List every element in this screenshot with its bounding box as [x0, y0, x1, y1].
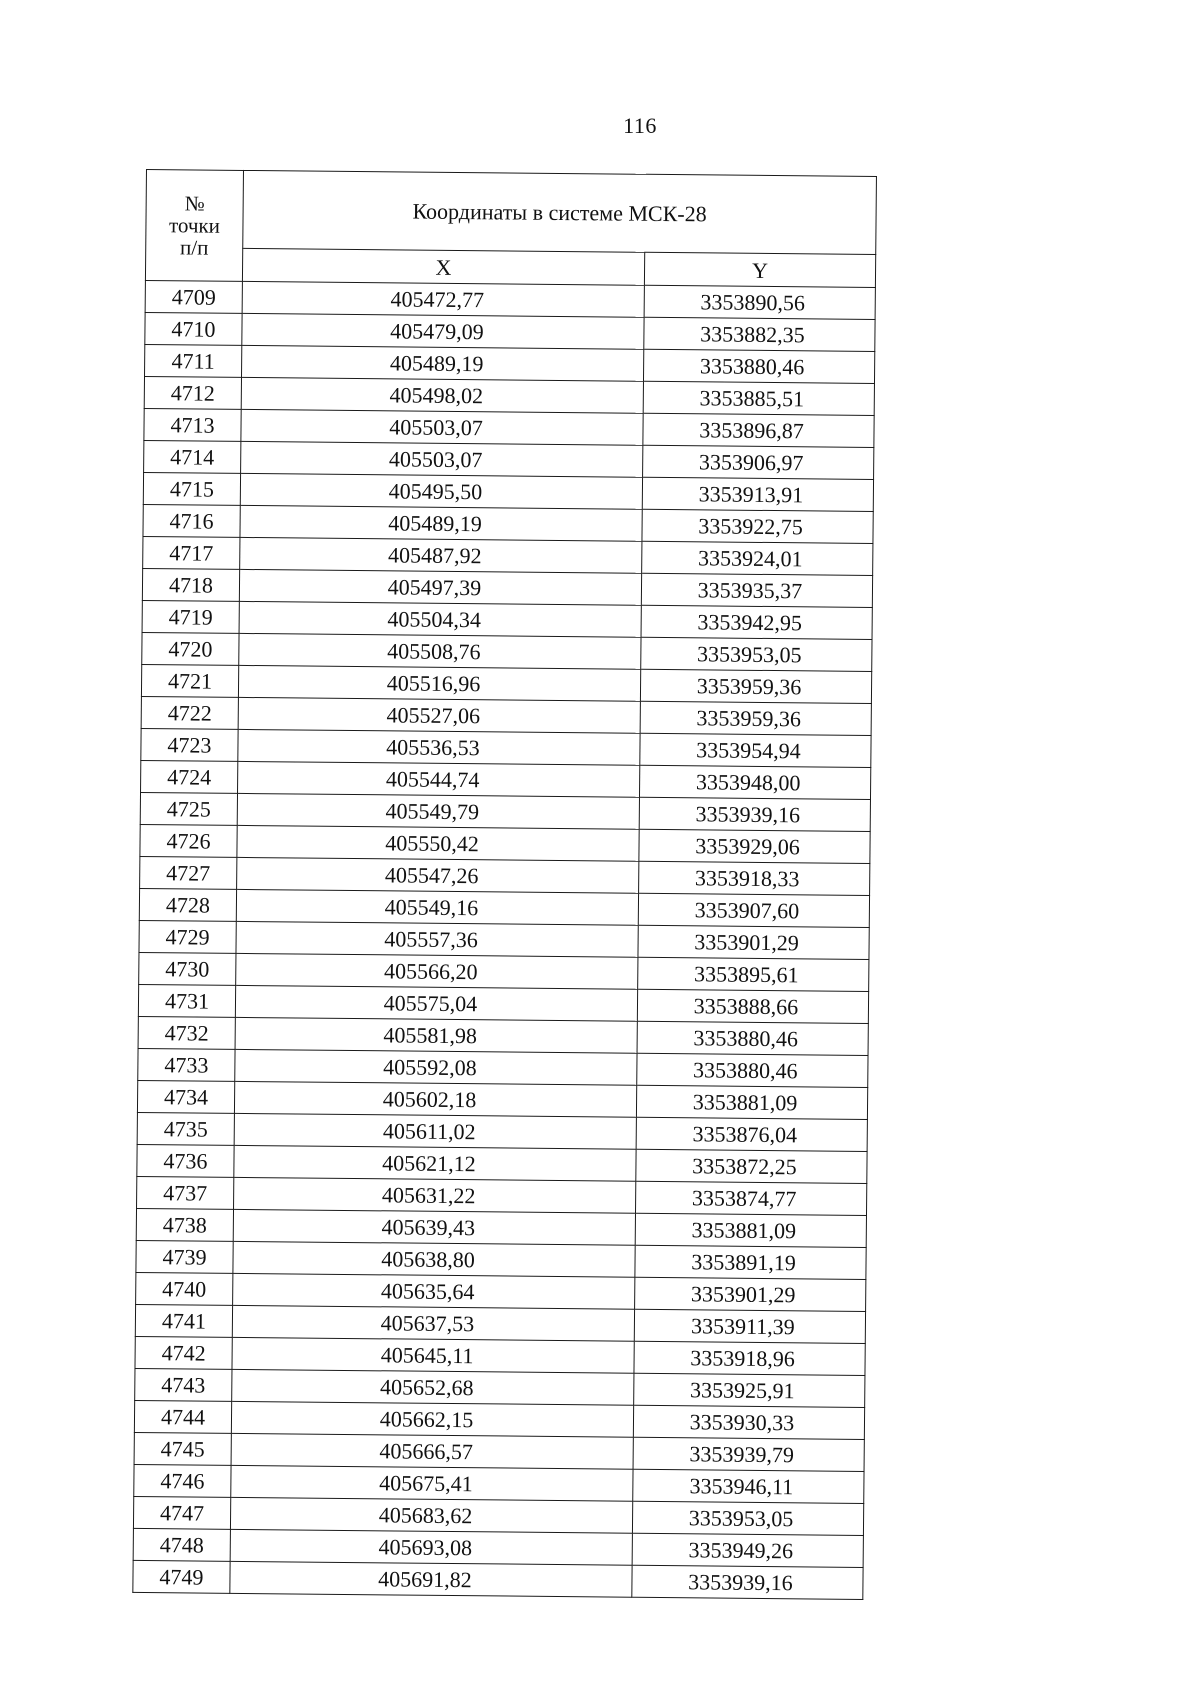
y-coordinate-cell: 3353872,25 — [636, 1149, 867, 1183]
x-coordinate-cell: 405662,15 — [231, 1401, 633, 1437]
y-coordinate-cell: 3353888,66 — [637, 989, 868, 1023]
y-coordinate-cell: 3353885,51 — [643, 381, 874, 415]
x-coordinate-cell: 405549,79 — [237, 793, 639, 829]
point-number-cell: 4718 — [142, 568, 239, 601]
x-coordinate-cell: 405527,06 — [238, 697, 640, 733]
y-coordinate-cell: 3353942,95 — [641, 605, 872, 639]
y-coordinate-cell: 3353880,46 — [637, 1021, 868, 1055]
coordinates-group-header: Координаты в системе МСК-28 — [243, 170, 877, 254]
point-number-cell: 4734 — [137, 1080, 234, 1113]
point-number-cell: 4721 — [141, 664, 238, 697]
point-number-cell: 4729 — [139, 920, 236, 953]
x-coordinate-cell: 405489,19 — [240, 505, 642, 541]
x-coordinate-cell: 405536,53 — [238, 729, 640, 765]
point-number-cell: 4739 — [136, 1240, 233, 1273]
point-number-cell: 4740 — [136, 1272, 233, 1305]
x-coordinate-cell: 405575,04 — [235, 985, 637, 1021]
y-coordinate-cell: 3353954,94 — [640, 733, 871, 767]
x-coordinate-cell: 405544,74 — [238, 761, 640, 797]
y-coordinate-cell: 3353929,06 — [639, 829, 870, 863]
x-coordinate-cell: 405693,08 — [230, 1529, 632, 1565]
y-coordinate-cell: 3353924,01 — [642, 541, 873, 575]
y-coordinate-cell: 3353881,09 — [636, 1085, 867, 1119]
y-coordinate-cell: 3353949,26 — [632, 1533, 863, 1567]
x-coordinate-cell: 405487,92 — [240, 537, 642, 573]
point-number-cell: 4712 — [144, 376, 241, 409]
y-coordinate-cell: 3353911,39 — [634, 1309, 865, 1343]
y-coordinate-cell: 3353918,96 — [634, 1341, 865, 1375]
point-number-cell: 4743 — [135, 1368, 232, 1401]
x-coordinate-cell: 405639,43 — [233, 1209, 635, 1245]
point-number-cell: 4733 — [138, 1048, 235, 1081]
x-coordinate-cell: 405550,42 — [237, 825, 639, 861]
y-coordinate-cell: 3353946,11 — [633, 1469, 864, 1503]
point-number-cell: 4727 — [140, 856, 237, 889]
point-number-cell: 4717 — [143, 536, 240, 569]
y-coordinate-cell: 3353925,91 — [634, 1373, 865, 1407]
point-number-cell: 4724 — [141, 760, 238, 793]
point-number-cell: 4715 — [143, 472, 240, 505]
x-coordinate-cell: 405566,20 — [236, 953, 638, 989]
point-number-cell: 4735 — [137, 1112, 234, 1145]
page-number: 116 — [623, 113, 657, 138]
point-number-header-line-1: № — [184, 191, 205, 216]
x-coordinate-cell: 405592,08 — [235, 1049, 637, 1085]
point-number-cell: 4720 — [142, 632, 239, 665]
point-number-cell: 4711 — [145, 344, 242, 377]
x-coordinate-cell: 405635,64 — [233, 1273, 635, 1309]
x-coordinate-cell: 405497,39 — [239, 569, 641, 605]
y-coordinate-cell: 3353880,46 — [643, 349, 874, 383]
y-coordinate-cell: 3353913,91 — [642, 477, 873, 511]
x-coordinate-cell: 405637,53 — [232, 1305, 634, 1341]
x-coordinate-cell: 405489,19 — [242, 345, 644, 381]
x-coordinate-cell: 405652,68 — [232, 1369, 634, 1405]
x-coordinate-cell: 405683,62 — [230, 1497, 632, 1533]
y-coordinate-cell: 3353896,87 — [643, 413, 874, 447]
x-coordinate-cell: 405631,22 — [234, 1177, 636, 1213]
y-coordinate-cell: 3353901,29 — [635, 1277, 866, 1311]
y-coordinate-cell: 3353953,05 — [632, 1501, 863, 1535]
x-coordinate-cell: 405645,11 — [232, 1337, 634, 1373]
x-coordinate-cell: 405547,26 — [237, 857, 639, 893]
y-coordinate-cell: 3353907,60 — [638, 893, 869, 927]
point-number-cell: 4725 — [140, 792, 237, 825]
x-coordinate-cell: 405549,16 — [236, 889, 638, 925]
x-coordinate-cell: 405675,41 — [231, 1465, 633, 1501]
point-number-cell: 4749 — [133, 1560, 230, 1593]
y-coordinate-cell: 3353939,79 — [633, 1437, 864, 1471]
point-number-header — [145, 170, 243, 282]
x-coordinate-cell: 405503,07 — [241, 409, 643, 445]
point-number-cell: 4710 — [145, 312, 242, 345]
x-coordinate-cell: 405472,77 — [242, 281, 644, 317]
point-number-cell: 4738 — [136, 1208, 233, 1241]
y-coordinate-cell: 3353953,05 — [641, 637, 872, 671]
point-number-header-line-2: точки — [168, 213, 220, 238]
coordinates-table-body — [133, 280, 876, 1599]
y-coordinate-cell: 3353876,04 — [636, 1117, 867, 1151]
point-number-cell: 4726 — [140, 824, 237, 857]
point-number-cell: 4709 — [145, 280, 242, 313]
y-coordinate-cell: 3353891,19 — [635, 1245, 866, 1279]
point-number-cell: 4714 — [144, 440, 241, 473]
point-number-cell: 4736 — [137, 1144, 234, 1177]
y-coordinate-cell: 3353935,37 — [641, 573, 872, 607]
x-coordinate-cell: 405508,76 — [239, 633, 641, 669]
point-number-cell: 4744 — [134, 1400, 231, 1433]
y-coordinate-cell: 3353890,56 — [644, 285, 875, 319]
point-number-cell: 4742 — [135, 1336, 232, 1369]
point-number-cell: 4713 — [144, 408, 241, 441]
y-coordinate-cell: 3353939,16 — [639, 797, 870, 831]
point-number-cell: 4737 — [137, 1176, 234, 1209]
point-number-cell: 4722 — [141, 696, 238, 729]
y-coordinate-cell: 3353895,61 — [638, 957, 869, 991]
point-number-cell: 4748 — [133, 1528, 230, 1561]
y-coordinate-cell: 3353948,00 — [639, 765, 870, 799]
y-coordinate-cell: 3353901,29 — [638, 925, 869, 959]
point-number-cell: 4747 — [133, 1496, 230, 1529]
x-coordinate-cell: 405611,02 — [234, 1113, 636, 1149]
y-coordinate-cell: 3353959,36 — [640, 669, 871, 703]
y-coordinate-cell: 3353880,46 — [637, 1053, 868, 1087]
x-coordinate-cell: 405602,18 — [234, 1081, 636, 1117]
point-number-cell: 4728 — [139, 888, 236, 921]
point-number-cell: 4732 — [138, 1016, 235, 1049]
x-coordinate-cell: 405479,09 — [242, 313, 644, 349]
x-coordinate-cell: 405691,82 — [230, 1561, 632, 1597]
x-coordinate-cell: 405503,07 — [241, 441, 643, 477]
y-coordinate-cell: 3353922,75 — [642, 509, 873, 543]
y-coordinate-cell: 3353882,35 — [644, 317, 875, 351]
x-coordinate-cell: 405498,02 — [241, 377, 643, 413]
x-coordinate-cell: 405638,80 — [233, 1241, 635, 1277]
point-number-cell: 4745 — [134, 1432, 231, 1465]
x-coordinate-cell: 405495,50 — [240, 473, 642, 509]
y-coordinate-cell: 3353918,33 — [639, 861, 870, 895]
y-coordinate-cell: 3353939,16 — [632, 1565, 863, 1599]
x-coordinate-cell: 405557,36 — [236, 921, 638, 957]
point-number-cell: 4723 — [141, 728, 238, 761]
point-number-cell: 4731 — [138, 984, 235, 1017]
point-number-cell: 4719 — [142, 600, 239, 633]
point-number-cell: 4746 — [134, 1464, 231, 1497]
y-coordinate-cell: 3353959,36 — [640, 701, 871, 735]
point-number-cell: 4741 — [135, 1304, 232, 1337]
x-column-header: X — [242, 249, 644, 285]
x-coordinate-cell: 405666,57 — [231, 1433, 633, 1469]
y-coordinate-cell: 3353881,09 — [635, 1213, 866, 1247]
point-number-cell: 4730 — [139, 952, 236, 985]
y-coordinate-cell: 3353930,33 — [633, 1405, 864, 1439]
table-row — [133, 1560, 863, 1599]
x-coordinate-cell: 405621,12 — [234, 1145, 636, 1181]
x-coordinate-cell: 405581,98 — [235, 1017, 637, 1053]
y-coordinate-cell: 3353874,77 — [635, 1181, 866, 1215]
coordinates-table — [132, 169, 877, 1600]
point-number-header-line-3: п/п — [179, 235, 209, 260]
x-coordinate-cell: 405504,34 — [239, 601, 641, 637]
point-number-cell: 4716 — [143, 504, 240, 537]
y-coordinate-cell: 3353906,97 — [643, 445, 874, 479]
x-coordinate-cell: 405516,96 — [238, 665, 640, 701]
y-column-header: Y — [644, 253, 875, 288]
